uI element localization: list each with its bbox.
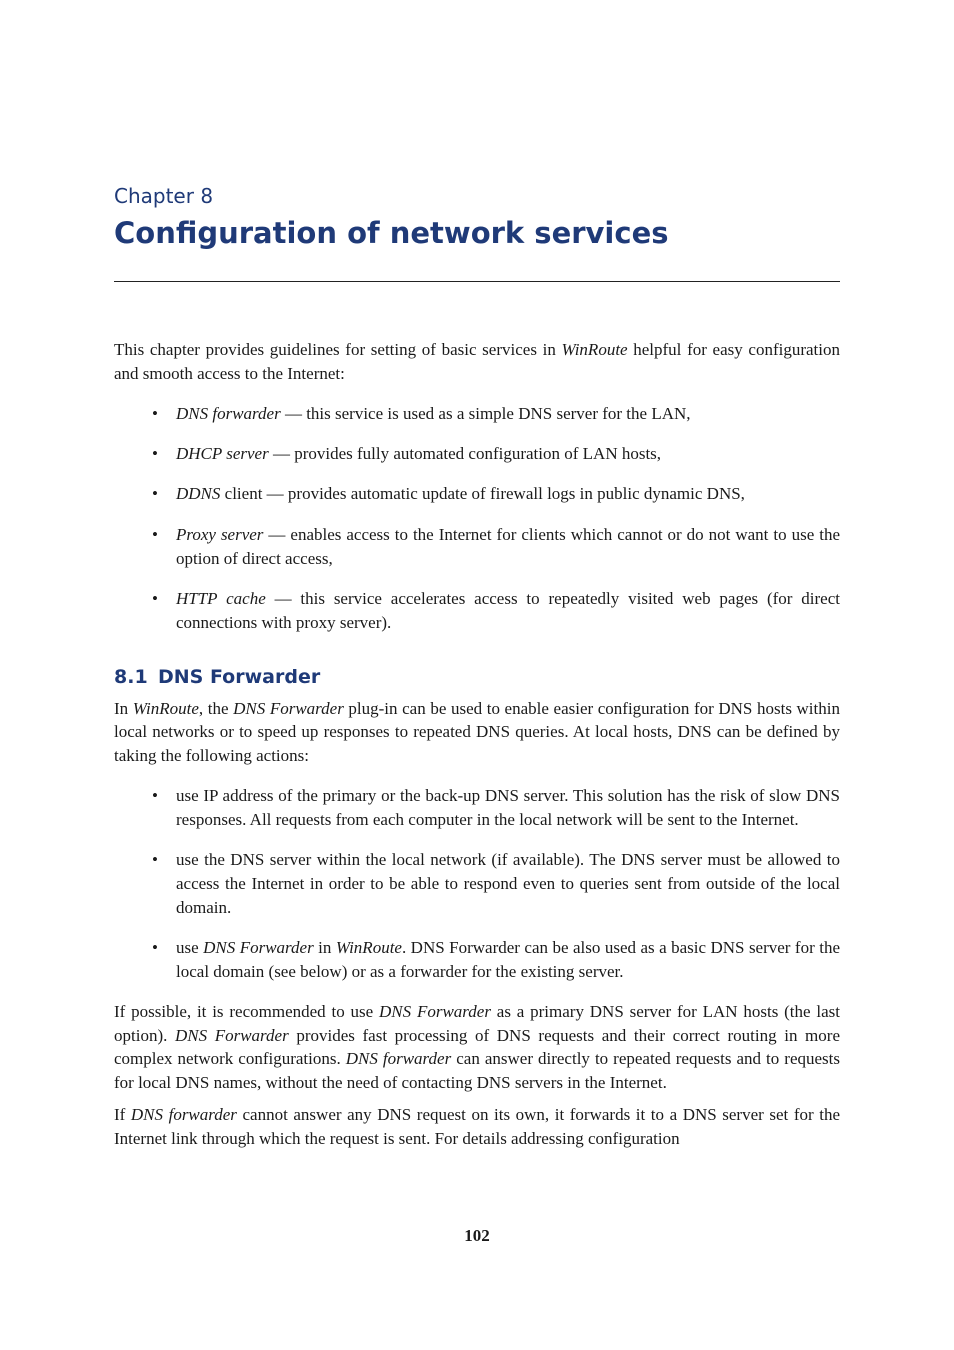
dns-options-list [114,784,840,984]
bullet-icon: • [152,588,158,608]
bullet-icon: • [152,938,158,958]
chapter-title: Configuration of network services [114,216,669,250]
section-title: DNS Forwarder [158,665,321,688]
section-heading [114,665,840,689]
list-item: • use DNS Forwarder in WinRoute. DNS Forwarder can be also used as a basic DNS server for the local domain (see below) or as a forwarder for the existing server. [152,938,840,981]
intro-paragraph: This chapter provides guidelines for setting of basic services in WinRoute helpful for easy configuration and smooth access to the Internet: [114,340,840,383]
forwarding-paragraph: If DNS forwarder cannot answer any DNS request on its own, it forwards it to a DNS server set for the Internet link through which the request is sent. For details addressing configuration [114,1104,840,1148]
bullet-icon: • [152,484,158,504]
page-number: 102 [464,1226,490,1245]
body-text [114,338,840,1158]
section-number: 8.1 [114,665,148,688]
list-item: • use the DNS server within the local network (if available). The DNS server must be allowed to access the Internet in order to be able to respond even to queries sent from outside of the local domain. [152,850,840,917]
section-paragraph: In WinRoute, the DNS Forwarder plug-in can be used to enable easier configuration for DNS hosts within local networks or to speed up responses to repeated DNS queries. At local hosts, DNS can be defined by taking the following actions: [114,698,840,766]
recommendation-paragraph: If possible, it is recommended to use DNS Forwarder as a primary DNS server for LAN hosts (the last option). DNS Forwarder provides fast processing of DNS requests and their correct routing in more complex network configurations. DNS forwarder can answer directly to repeated requests and to requests for local DNS names, without the need of contacting DNS servers in the Internet. [114,1001,840,1093]
list-item: • DNS forwarder — this service is used as a simple DNS server for the LAN, [114,402,840,426]
services-list [114,402,840,635]
title-rule [114,281,840,282]
bullet-icon: • [152,443,158,463]
list-item: • DHCP server — provides fully automated configuration of LAN hosts, [114,442,840,466]
chapter-label: Chapter 8 [114,184,214,208]
bullet-icon: • [152,850,158,870]
list-item: • Proxy server — enables access to the Internet for clients which cannot or do not want to use the option of direct access, [152,524,840,568]
list-item: • DDNS client — provides automatic update of firewall logs in public dynamic DNS, [114,482,840,506]
list-item: • HTTP cache — this service accelerates access to repeatedly visited web pages (for direct connections with proxy server). [152,588,840,632]
list-item: • use IP address of the primary or the back-up DNS server. This solution has the risk of slow DNS responses. All requests from each computer in the local network will be sent to the Internet. [152,785,840,829]
bullet-icon: • [152,524,158,544]
bullet-icon: • [152,403,158,423]
bullet-icon: • [152,785,158,805]
